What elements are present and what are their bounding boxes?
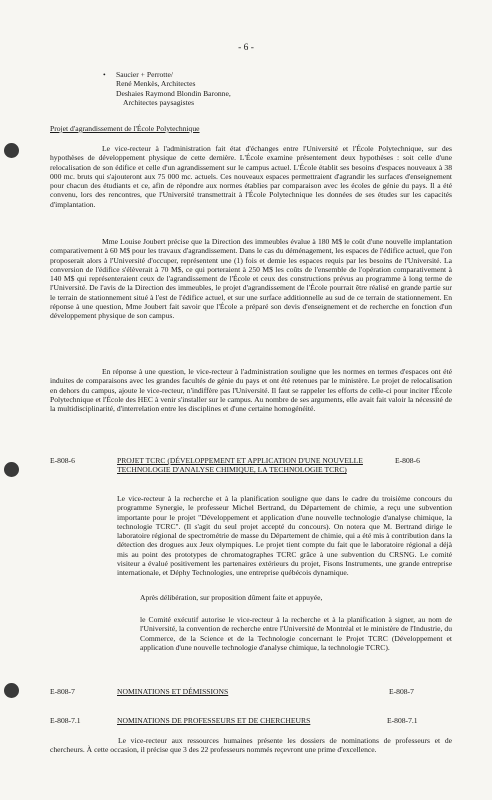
item-code-right: E-808-7	[389, 687, 414, 696]
project-heading: Projet d'agrandissement de l'École Polytechnique	[50, 124, 200, 133]
item-code-right: E-808-7.1	[387, 716, 418, 725]
item-code-left: E-808-7.1	[50, 716, 81, 725]
paragraph: Mme Louise Joubert précise que la Direction des immeubles évalue à 180 M$ le coût d'une nouvelle implantation comparativement à 60 M$ pour les travaux d'agrandissement. Dans le cas du déménagement, les espaces de l'édifice actuel, que l'on proposerait alors à l'Université d'occuper, représentent une (1) fois et demie les espaces requis par les besoins de l'Université. La conversion de l'édifice s'élèverait à 70 M$, ce qui porteraient à 250 M$ les coûts de l'ensemble de l'opération comparativement à 140 M$ qui représenteraient ceux de l'agrandissement de l'École et ceux des constructions prévus au programme à long terme de l'Université. De l'avis de la Direction des immeubles, le projet d'agrandissement de l'École pourrait être réalisé en grande partie sur le terrain de stationnement situé à l'est de l'édifice actuel, et sur une surface additionnelle au sud de ce terrain de stationnement. En réponse à une question, Mme Joubert fait savoir que l'École a préparé son devis d'enseignement et de recherche en fonction d'un développement physique de son campus.	[50, 237, 452, 321]
item-heading: NOMINATIONS ET DÉMISSIONS	[117, 687, 229, 696]
paragraph: Le vice-recteur à l'administration fait état d'échanges entre l'Université et l'École Polytechnique, sur des hypothèses de développement physique de cette dernière. L'École examine présentement deux hypothèses : soit celle d'une relocalisation de son édifice et celle d'un agrandissement sur le campus actuel. L'École établit ses besoins d'espaces nouveaux à 38 000 mc. bruts qui s'ajouteront aux 75 000 mc. actuels. Ces nouveaux espaces permettraient d'agrandir les surfaces d'enseignement pour chacun des étudiants et ce, afin de répondre aux normes établies par comparaison avec les écoles de génie du pays. Il a été convenu, lors des rencontres, que l'Université transmettrait à l'École Polytechnique les données de ses études sur les capacités d'implantation.	[50, 144, 452, 209]
list-bullet: •	[103, 70, 106, 79]
item-heading: NOMINATIONS DE PROFESSEURS ET DE CHERCHEURS	[117, 716, 311, 725]
architect-line: René Menkès, Architectes	[116, 79, 196, 89]
page-number: - 6 -	[238, 43, 254, 53]
item-code-left: E-808-6	[50, 456, 75, 465]
punch-hole	[4, 462, 19, 477]
item-code-right: E-808-6	[395, 456, 420, 465]
punch-hole	[4, 683, 19, 698]
paragraph: le Comité exécutif autorise le vice-recteur à la recherche et à la planification à signer, au nom de l'Université, la convention de recherche entre l'Université de Montréal et le ministère de l'Industrie, du Commerce, de la Science et de la Technologie concernant le Projet TCRC (Développement et application d'une nouvelle technologie d'analyse chimique, la technologie TCRC).	[140, 615, 452, 652]
paragraph: En réponse à une question, le vice-recteur à l'administration souligne que les normes en termes d'espaces ont été induites de comparaisons avec les grandes facultés de génie du pays et ont été retenues par le ministère. Le projet de relocalisation en dehors du campus, ajoute le vice-recteur, n'indiffère pas l'Université. Il faut se rappeler les efforts de celle-ci pour inciter l'École Polytechnique et l'École des HEC à venir s'installer sur le campus. Au nombre de ses arguments, elle avait fait valoir la nécessité de la multidisciplinarité, d'interrelation entre les disciplines et d'une certaine homogénéité.	[50, 367, 452, 414]
architects-list	[116, 70, 231, 107]
architect-line: Deshaies Raymond Blondin Baronne,	[116, 88, 231, 98]
paragraph: Le vice-recteur à la recherche et à la planification souligne que dans le cadre du troisième concours du programme Synergie, le professeur Michel Bertrand, du Département de chimie, a reçu une subvention importante pour le projet "Développement et application d'une nouvelle technologie d'analyse chimique, la technologie TCRC". (Il s'agit du seul projet accepté du concours). On notera que M. Bertrand dirige le laboratoire régional de spectrométrie de masse du Département de chimie, qui a été mis à contribution dans la détection des drogues aux Jeux olympiques. Le projet tient compte du fait que le laboratoire régional a déjà mis au point des prototypes de chromatographes TCRC grâce à une subvention du CRSNG. Le comité visiteur a évalué positivement les partenaires extérieurs du projet, Fisons Instruments, une grande entreprise internationale, et Déphy Technologies, une entreprise québécois dynamique.	[117, 494, 452, 578]
paragraph: Après délibération, sur proposition dûment faite et appuyée,	[140, 593, 323, 602]
architect-line: Saucier + Perrotte/	[116, 70, 173, 79]
paragraph: Le vice-recteur aux ressources humaines présente les dossiers de nominations de professeurs et de chercheurs. À cette occasion, il précise que 3 des 22 professeurs nommés reçevront une prime d'excellence.	[50, 736, 452, 755]
punch-hole	[4, 143, 19, 158]
item-code-left: E-808-7	[50, 687, 75, 696]
architect-line: Architectes paysagistes	[123, 97, 195, 107]
item-heading: PROJET TCRC (DÉVELOPPEMENT ET APPLICATION D'UNE NOUVELLE TECHNOLOGIE D'ANALYSE CHIMIQUE, LA TECHNOLOGIE TCRC)	[117, 456, 363, 475]
